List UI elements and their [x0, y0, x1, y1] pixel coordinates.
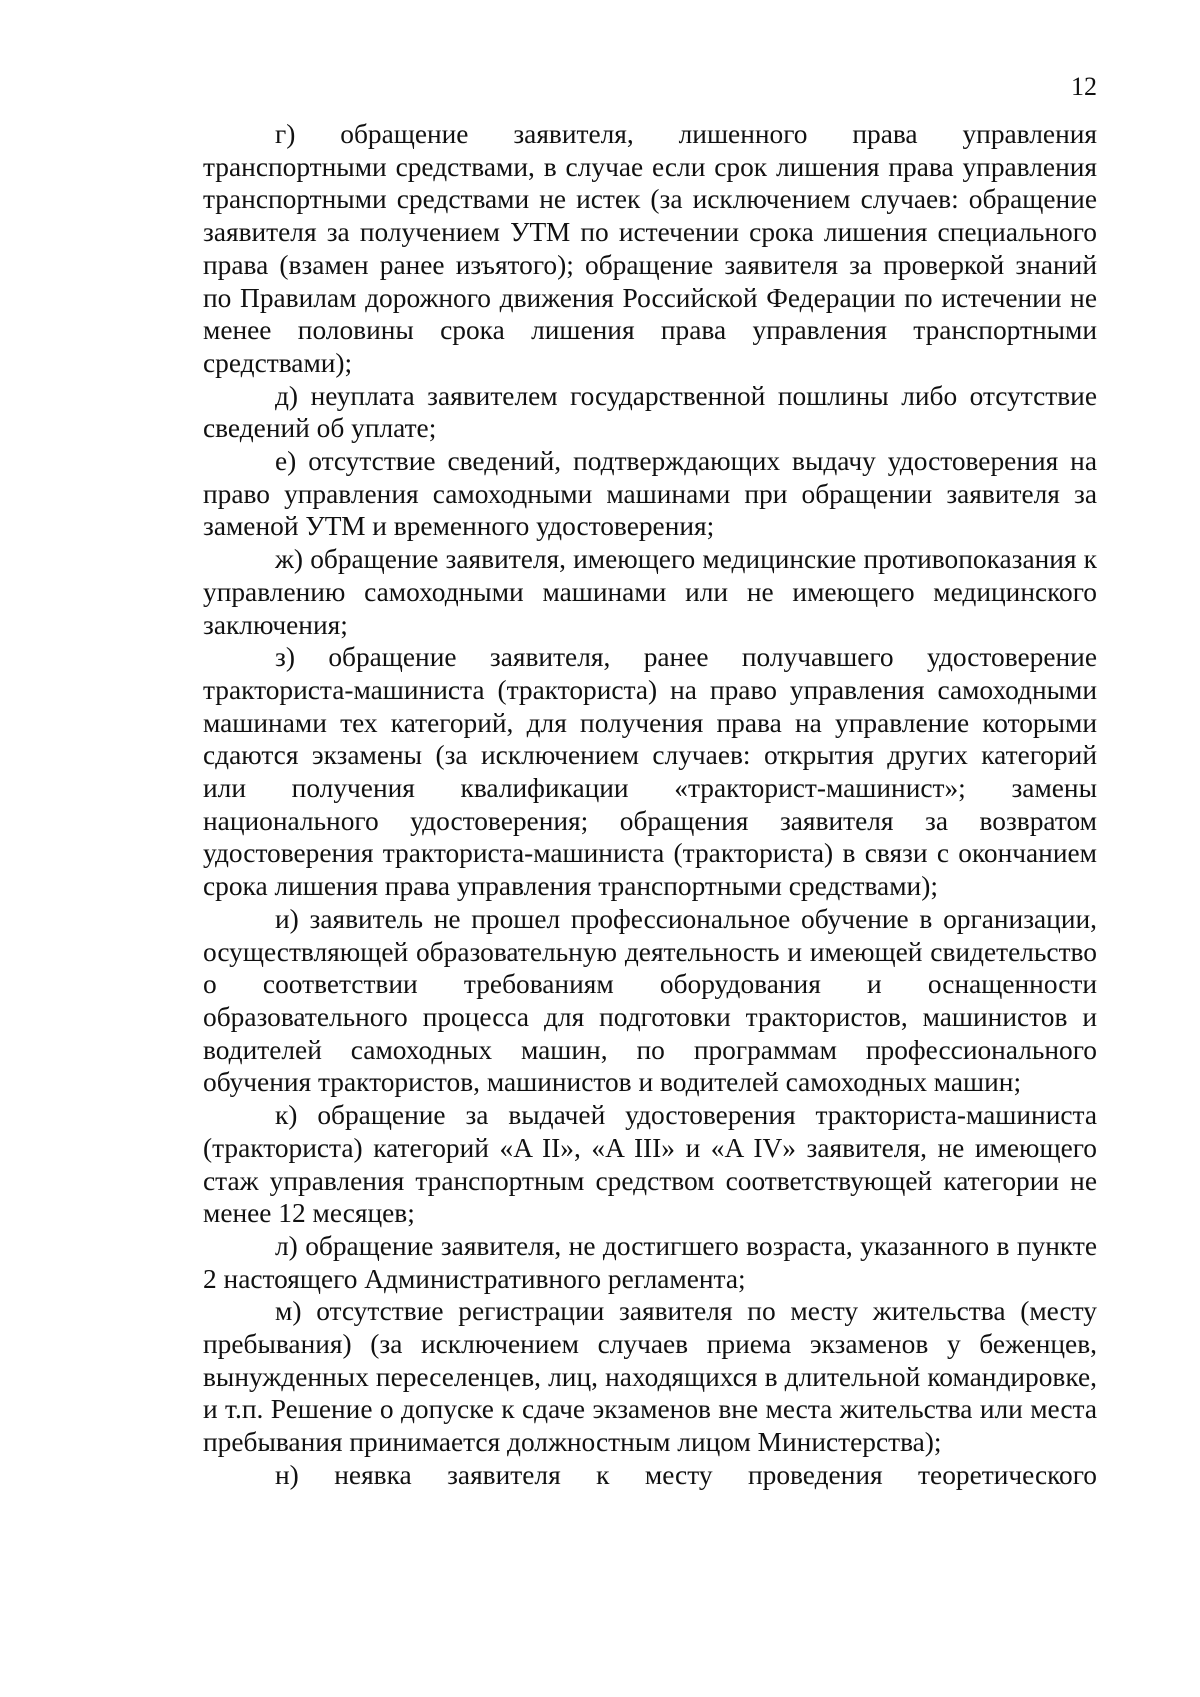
list-item-zh: [203, 543, 1097, 641]
item-text: отсутствие сведений, подтверждающих выдачу удостоверения на право управления самоходными машинами при обращении заявителя за заменой УТМ и временного удостоверения;: [203, 446, 1097, 542]
item-text: обращение заявителя, имеющего медицинские противопоказания к управлению самоходными машинами или не имеющего медицинского заключения;: [203, 544, 1097, 640]
item-text: обращение заявителя, не достигшего возраста, указанного в пункте 2 настоящего Административного регламента;: [203, 1230, 1097, 1294]
item-marker: з): [275, 642, 295, 673]
list-item-m: [203, 1295, 1097, 1459]
list-item-g: [203, 118, 1097, 380]
item-marker: м): [275, 1296, 302, 1327]
item-marker: е): [275, 446, 297, 477]
list-item-k: [203, 1099, 1097, 1230]
item-marker: н): [275, 1459, 299, 1490]
document-body: [203, 118, 1097, 1492]
item-marker: ж): [275, 544, 304, 575]
item-text: неуплата заявителем государственной пошлины либо отсутствие сведений об уплате;: [203, 380, 1097, 444]
list-item-e: [203, 445, 1097, 543]
item-marker: д): [275, 380, 299, 411]
item-marker: л): [275, 1230, 298, 1261]
item-text: обращение заявителя, лишенного права управления транспортными средствами, в случае если срок лишения права управления транспортными средствами не истек (за исключением случаев: обращение заявителя за получением УТМ по истечении срока лишения специального права (взамен ранее изъятого); обращение заявителя за проверкой знаний по Правилам дорожного движения Российской Федерации по истечении не менее половины срока лишения права управления транспортными средствами);: [203, 119, 1097, 378]
item-text: заявитель не прошел профессиональное обучение в организации, осуществляющей образовательную деятельность и имеющей свидетельство о соответствии требованиям оборудования и оснащенности образовательного процесса для подготовки трактористов, машинистов и водителей самоходных машин, по программам профессионального обучения трактористов, машинистов и водителей самоходных машин;: [203, 903, 1097, 1098]
item-text: отсутствие регистрации заявителя по месту жительства (месту пребывания) (за исключением случаев приема экзаменов у беженцев, вынужденных переселенцев, лиц, находящихся в длительной командировке, и т.п. Решение о допуске к сдаче экзаменов вне места жительства или места пребывания принимается должностным лицом Министерства);: [203, 1296, 1097, 1458]
list-item-d: [203, 380, 1097, 445]
item-text: неявка заявителя к месту проведения теоретического: [334, 1459, 1097, 1490]
list-item-l: [203, 1230, 1097, 1295]
list-item-n: [203, 1459, 1097, 1492]
page-number: 12: [1071, 72, 1097, 101]
list-item-z: [203, 641, 1097, 903]
item-marker: к): [275, 1100, 298, 1131]
list-item-i: [203, 903, 1097, 1099]
item-marker: и): [275, 903, 299, 934]
item-marker: г): [275, 119, 296, 149]
item-text: обращение заявителя, ранее получавшего удостоверение тракториста-машиниста (тракториста) на право управления самоходными машинами тех категорий, для получения права на управление которыми сдаются экзамены (за исключением случаев: открытия других категорий или получения квалификации «тракторист-машинист»; замены национального удостоверения; обращения заявителя за возвратом удостоверения тракториста-машиниста (тракториста) в связи с окончанием срока лишения права управления транспортными средствами);: [203, 642, 1097, 902]
item-text: обращение за выдачей удостоверения тракториста-машиниста (тракториста) категорий «A II», «A III» и «A IV» заявителя, не имеющего стаж управления транспортным средством соответствующей категории не менее 12 месяцев;: [203, 1100, 1097, 1229]
